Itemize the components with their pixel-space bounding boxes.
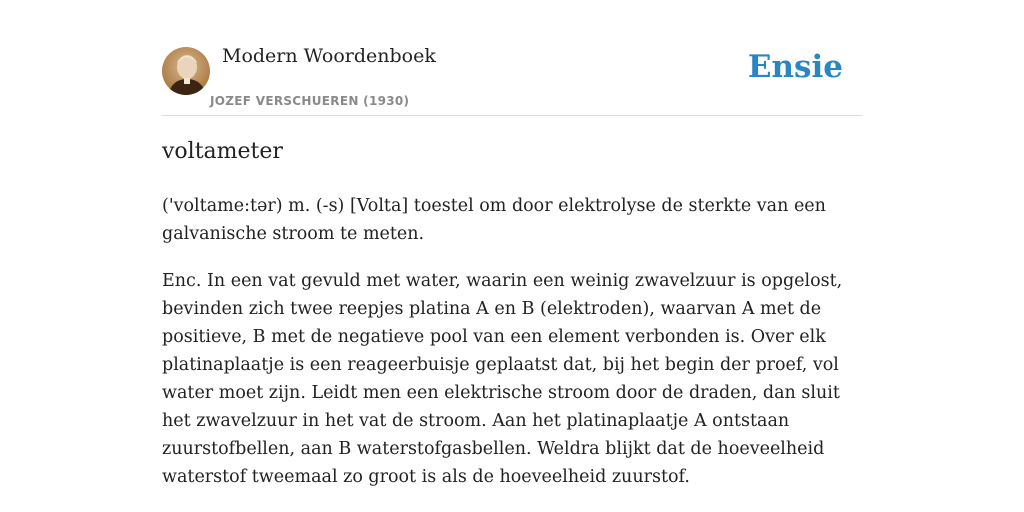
author-avatar[interactable]: [162, 47, 210, 95]
brand-logo[interactable]: Ensie: [747, 49, 843, 85]
author-portrait-icon: [162, 47, 210, 95]
book-title[interactable]: Modern Woordenboek: [222, 45, 436, 67]
header: [162, 0, 862, 116]
entry-term: voltameter: [162, 139, 283, 164]
entry-definition: ('voltame:tər) m. (-s) [Volta] toestel om door elektrolyse de sterkte van een galvanische stroom te meten.: [162, 196, 826, 244]
author-name[interactable]: JOZEF VERSCHUEREN (1930): [210, 94, 410, 108]
entry-card: [162, 0, 862, 512]
entry-encyclopedia-text: Enc. In een vat gevuld met water, waarin een weinig zwavelzuur is opgelost, bevinden zich twee reepjes platina A en B (elektroden), waarvan A met de positieve, B met de negatieve pool van een element verbonden is. Over elk platinaplaatje is een reageerbuisje geplaatst dat, bij het begin der proef, vol water moet zijn. Leidt men een elektrische stroom door de draden, dan sluit het zwavelzuur in het vat de stroom. Aan het platinaplaatje A ontstaan zuurstofbellen, aan B waterstofgasbellen. Weldra blijkt dat de hoeveelheid waterstof tweemaal zo groot is als de hoeveelheid zuurstof.: [162, 271, 843, 487]
